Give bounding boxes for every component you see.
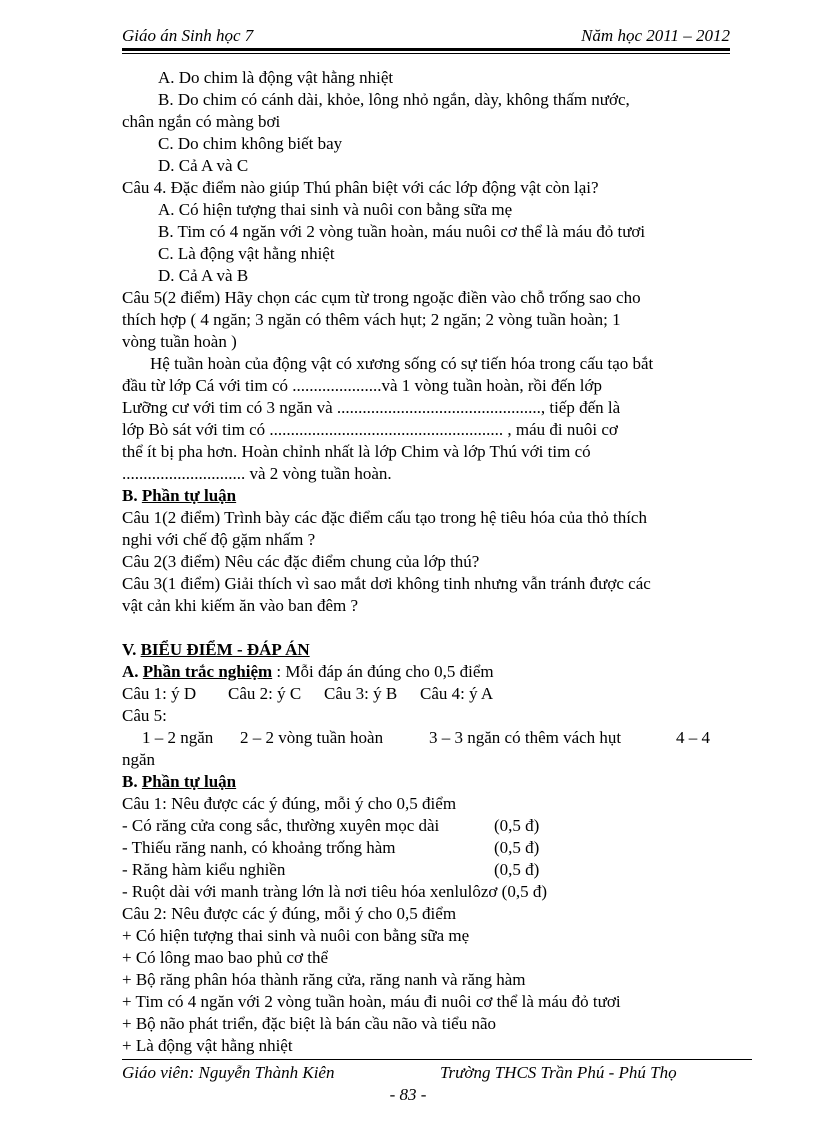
header-rule-thick: [122, 48, 730, 51]
answer-q5-blank-1: 1 – 2 ngăn: [142, 728, 214, 747]
q4-option-b: B. Tim có 4 ngăn với 2 vòng tuần hoàn, máu nuôi cơ thể là máu đỏ tươi: [158, 222, 646, 241]
answers-part-a-rule: : Mỗi đáp án đúng cho 0,5 điểm: [272, 662, 494, 681]
essay-q3-line2: vật cản khi kiếm ăn vào ban đêm ?: [122, 596, 359, 615]
page-number: - 83 -: [389, 1085, 427, 1104]
footer-school: Trường THCS Trần Phú - Phú Thọ: [440, 1063, 677, 1082]
q4-option-d: D. Cả A và B: [158, 266, 249, 285]
answer-item-text: - Có răng cửa cong sắc, thường xuyên mọc dài: [122, 816, 440, 835]
answer-essay-q1-item-last: - Ruột dài với manh tràng lớn là nơi tiêu hóa xenlulôzơ (0,5 đ): [122, 882, 547, 901]
q5-passage-line3: Lưỡng cư với tim có 3 ngăn và ................................................, tiếp đến là: [122, 398, 621, 417]
answer-key-4: Câu 4: ý A: [420, 684, 494, 703]
answer-essay-q2-intro: Câu 2: Nêu được các ý đúng, mỗi ý cho 0,5 điểm: [122, 904, 457, 923]
q5-stem-line2: thích hợp ( 4 ngăn; 3 ngăn có thêm vách hụt; 2 ngăn; 2 vòng tuần hoàn; 1: [122, 310, 621, 329]
q3-option-b-line1: B. Do chim có cánh dài, khỏe, lông nhỏ ngắn, dày, không thấm nước,: [158, 90, 630, 109]
q5-stem-line1: Câu 5(2 điểm) Hãy chọn các cụm từ trong ngoặc điền vào chỗ trống sao cho: [122, 288, 641, 307]
answer-essay-q1-item: [122, 837, 730, 859]
answer-essay-q1-intro: Câu 1: Nêu được các ý đúng, mỗi ý cho 0,5 điểm: [122, 794, 457, 813]
answers-part-a: [122, 661, 730, 683]
essay-q1-line2: nghi với chế độ gặm nhấm ?: [122, 530, 316, 549]
answer-item-score: (0,5 đ): [494, 816, 540, 835]
q5-passage-line5: thể ít bị pha hơn. Hoàn chỉnh nhất là lớp Chim và lớp Thú với tim có: [122, 442, 591, 461]
answer-item-score: (0,5 đ): [494, 838, 540, 857]
answer-essay-q1-item: [122, 815, 730, 837]
answer-item-score: (0,5 đ): [494, 860, 540, 879]
answer-q5-blank-3: 3 – 3 ngăn có thêm vách hụt: [429, 728, 622, 747]
essay-q2: Câu 2(3 điểm) Nêu các đặc điểm chung của lớp thú?: [122, 552, 480, 571]
q5-passage-line1: Hệ tuần hoàn của động vật có xương sống có sự tiến hóa trong cấu tạo bắt: [150, 354, 654, 373]
answers-part-a-title: Phần trắc nghiệm: [142, 662, 273, 681]
part-b-prefix: B.: [122, 486, 142, 505]
q4-option-c: C. Là động vật hằng nhiệt: [158, 244, 335, 263]
answer-item-text: - Thiếu răng nanh, có khoảng trống hàm: [122, 838, 396, 857]
answers-heading: [122, 639, 730, 661]
answer-q5-row: [122, 727, 730, 749]
answer-q5-row-cont: ngăn: [122, 750, 156, 769]
q5-passage-line2: đầu từ lớp Cá với tim có .....................và 1 vòng tuần hoàn, rồi đến lớp: [122, 376, 603, 395]
answer-q5-blank-4: 4 – 4: [676, 728, 710, 747]
answer-essay-q2-item: + Tim có 4 ngăn với 2 vòng tuần hoàn, máu đi nuôi cơ thể là máu đỏ tươi: [122, 992, 621, 1011]
footer-teacher: Giáo viên: Nguyễn Thành Kiên: [122, 1063, 335, 1082]
header-rule-thin: [122, 53, 730, 54]
q3-option-a: A. Do chim là động vật hằng nhiệt: [158, 68, 394, 87]
answer-key-2: Câu 2: ý C: [228, 684, 302, 703]
q3-option-b-line2: chân ngắn có màng bơi: [122, 112, 281, 131]
q3-option-c: C. Do chim không biết bay: [158, 134, 343, 153]
header-school-year: Năm học 2011 – 2012: [581, 26, 730, 45]
part-b-title: Phần tự luận: [141, 486, 237, 505]
footer-rule: [122, 1059, 752, 1060]
answer-essay-q2-item: + Bộ não phát triển, đặc biệt là bán cầu não và tiểu não: [122, 1014, 497, 1033]
q5-passage-line6: ............................. và 2 vòng tuần hoàn.: [122, 464, 392, 483]
header-subject: Giáo án Sinh học 7: [122, 26, 254, 45]
essay-q3-line1: Câu 3(1 điểm) Giải thích vì sao mắt dơi không tinh nhưng vẫn tránh được các: [122, 574, 651, 593]
q4-stem: Câu 4. Đặc điểm nào giúp Thú phân biệt với các lớp động vật còn lại?: [122, 178, 599, 197]
answer-essay-q2-item: + Có hiện tượng thai sinh và nuôi con bằng sữa mẹ: [122, 926, 470, 945]
answer-essay-q2-item: + Bộ răng phân hóa thành răng cửa, răng nanh và răng hàm: [122, 970, 526, 989]
q5-passage-line4: lớp Bò sát với tim có ....................................................... , máu đi nuôi cơ: [122, 420, 618, 439]
answers-heading-prefix: V.: [122, 640, 141, 659]
answer-essay-q1-item: [122, 859, 730, 881]
answer-essay-q2-item: + Có lông mao bao phủ cơ thể: [122, 948, 329, 967]
q5-stem-line3: vòng tuần hoàn ): [122, 332, 237, 351]
answer-essay-q2-item: + Là động vật hằng nhiệt: [122, 1036, 293, 1055]
q4-option-a: A. Có hiện tượng thai sinh và nuôi con bằng sữa mẹ: [158, 200, 513, 219]
page-footer: [122, 1063, 752, 1085]
answers-part-b-prefix: B.: [122, 772, 142, 791]
answer-key-3: Câu 3: ý B: [324, 684, 398, 703]
answers-part-a-prefix: A.: [122, 662, 143, 681]
page-header: [122, 26, 730, 48]
answers-heading-title: BIỂU ĐIỂM - ĐÁP ÁN: [140, 640, 310, 659]
answer-q5-blank-2: 2 – 2 vòng tuần hoàn: [240, 728, 384, 747]
q3-option-d: D. Cả A và C: [158, 156, 249, 175]
answer-key-1: Câu 1: ý D: [122, 684, 197, 703]
part-b-heading: [122, 485, 730, 507]
answer-item-text: - Răng hàm kiểu nghiền: [122, 860, 286, 879]
essay-q1-line1: Câu 1(2 điểm) Trình bày các đặc điểm cấu tạo trong hệ tiêu hóa của thỏ thích: [122, 508, 647, 527]
answer-keys: [122, 683, 730, 705]
answer-q5-label: Câu 5:: [122, 706, 167, 725]
spacer: [122, 617, 730, 639]
answers-part-b-title: Phần tự luận: [141, 772, 237, 791]
answers-part-b-heading: [122, 771, 730, 793]
document-body: [122, 67, 730, 1057]
